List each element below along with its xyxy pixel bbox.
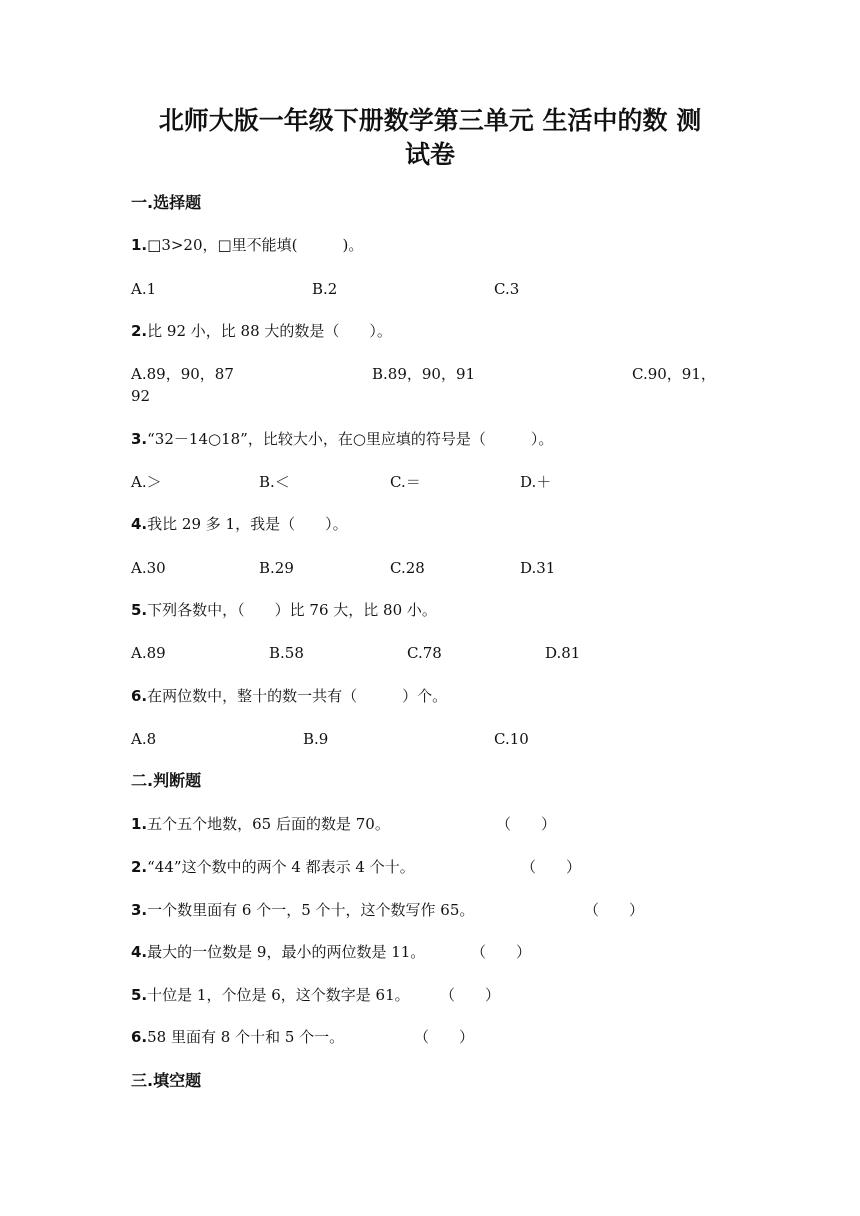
choice-option: B.29 — [259, 559, 294, 577]
judge-question-2 — [131, 856, 415, 878]
choice-option: A.1 — [131, 280, 157, 298]
question-number: 6. — [131, 1028, 148, 1046]
choice-option: C.28 — [390, 559, 425, 577]
question-number: 6. — [131, 687, 148, 705]
section-heading-judge: 二.判断题 — [131, 771, 202, 790]
choice-question-6 — [131, 685, 447, 707]
choice-question-4 — [131, 513, 348, 535]
question-number: 2. — [131, 322, 148, 340]
section-heading-fill: 三.填空题 — [131, 1071, 202, 1090]
question-text: 最大的一位数是 9，最小的两位数是 11。 — [147, 943, 426, 961]
page-title-line1: 北师大版一年级下册数学第三单元 生活中的数 测 — [158, 106, 702, 135]
question-text: “44”这个数中的两个 4 都表示 4 个十。 — [147, 858, 415, 876]
page-title-line2: 试卷 — [404, 140, 455, 169]
choice-option: B.89，90，91 — [372, 365, 476, 383]
choice-option: D.81 — [545, 644, 581, 662]
choice-option: B.9 — [303, 730, 329, 748]
choice-option: B.58 — [269, 644, 304, 662]
choice-option: C.3 — [494, 280, 520, 298]
question-number: 2. — [131, 858, 148, 876]
section-heading-choice: 一.选择题 — [131, 193, 202, 212]
question-number: 1. — [131, 236, 148, 254]
choice-option: B.＜ — [259, 473, 290, 491]
choice-option: A.89 — [131, 644, 166, 662]
choice-question-3 — [131, 428, 553, 450]
answer-parentheses: （ ） — [440, 986, 501, 1004]
choice-option: C.78 — [407, 644, 442, 662]
question-number: 5. — [131, 986, 148, 1004]
choice-option: D.31 — [520, 559, 556, 577]
question-text: “32－14○18”，比较大小，在○里应填的符号是（ ）。 — [147, 430, 554, 448]
judge-question-1 — [131, 813, 390, 835]
judge-question-4 — [131, 941, 425, 963]
choice-question-5 — [131, 599, 437, 621]
judge-question-6 — [131, 1026, 344, 1048]
question-number: 3. — [131, 901, 148, 919]
choice-option: C.10 — [494, 730, 529, 748]
question-number: 4. — [131, 515, 148, 533]
choice-option: C.90，91， — [632, 365, 716, 383]
question-text: 十位是 1，个位是 6，这个数字是 61。 — [147, 986, 410, 1004]
question-text: 我比 29 多 1，我是（ ）。 — [147, 515, 348, 533]
question-number: 5. — [131, 601, 148, 619]
choice-option: A.＞ — [131, 473, 162, 491]
choice-option-wrap: 92 — [131, 387, 151, 405]
question-text: 下列各数中，（ ）比 76 大，比 80 小。 — [147, 601, 437, 619]
question-text: 在两位数中，整十的数一共有（ ）个。 — [147, 687, 448, 705]
answer-parentheses: （ ） — [414, 1028, 475, 1046]
answer-parentheses: （ ） — [471, 943, 532, 961]
question-text: 58 里面有 8 个十和 5 个一。 — [147, 1028, 345, 1046]
answer-parentheses: （ ） — [496, 815, 557, 833]
question-text: 一个数里面有 6 个一，5 个十，这个数写作 65。 — [147, 901, 475, 919]
choice-question-1 — [131, 234, 363, 256]
judge-question-3 — [131, 899, 474, 921]
question-text: 比 92 小，比 88 大的数是（ ）。 — [147, 322, 392, 340]
choice-option: D.＋ — [520, 473, 552, 491]
choice-option: A.89，90，87 — [131, 365, 234, 383]
answer-parentheses: （ ） — [521, 858, 582, 876]
question-number: 4. — [131, 943, 148, 961]
choice-option: B.2 — [312, 280, 338, 298]
choice-question-2 — [131, 320, 392, 342]
choice-option: A.30 — [131, 559, 166, 577]
question-number: 1. — [131, 815, 148, 833]
question-text: □3>20，□里不能填( )。 — [147, 236, 364, 254]
choice-option: A.8 — [131, 730, 157, 748]
question-text: 五个五个地数，65 后面的数是 70。 — [147, 815, 390, 833]
question-number: 3. — [131, 430, 148, 448]
judge-question-5 — [131, 984, 410, 1006]
choice-option: C.＝ — [390, 473, 421, 491]
answer-parentheses: （ ） — [584, 901, 645, 919]
